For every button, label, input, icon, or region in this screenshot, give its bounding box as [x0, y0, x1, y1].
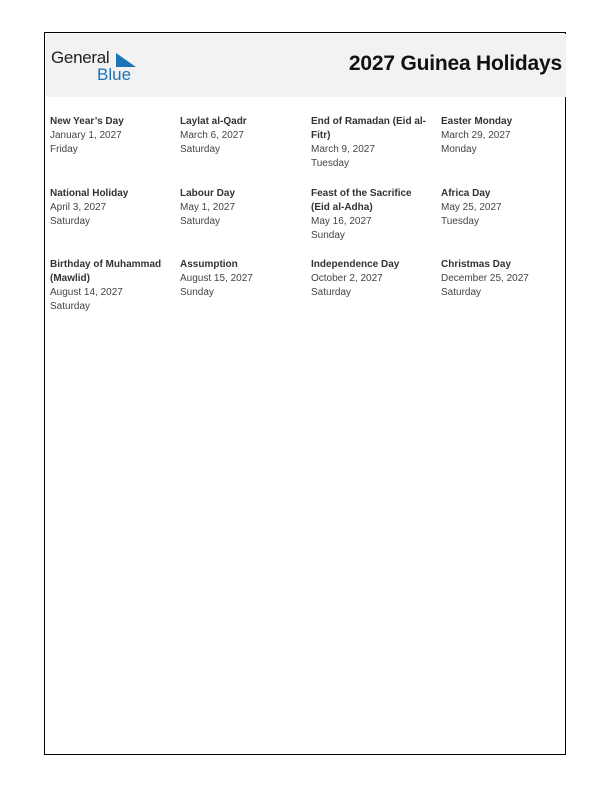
holiday-date: May 1, 2027 [180, 202, 236, 213]
holiday-weekday: Tuesday [441, 216, 479, 227]
holiday-date: May 16, 2027 [311, 216, 372, 227]
holiday-name: Feast of the Sacrifice (Eid al-Adha) [311, 188, 412, 213]
page-frame [44, 32, 566, 755]
holiday-weekday: Saturday [311, 287, 352, 298]
holiday-weekday: Friday [50, 144, 78, 155]
holiday-name: Christmas Day [441, 259, 512, 270]
holiday-item [50, 115, 172, 157]
holiday-name: Laylat al-Qadr [180, 116, 247, 127]
holiday-date: May 25, 2027 [441, 202, 502, 213]
holiday-date: January 1, 2027 [50, 130, 122, 141]
holiday-name: New Year’s Day [50, 116, 124, 127]
holiday-weekday: Saturday [50, 216, 91, 227]
holiday-date: March 6, 2027 [180, 130, 244, 141]
holiday-weekday: Saturday [180, 144, 221, 155]
holiday-item [50, 187, 172, 229]
logo-word-blue: Blue [97, 65, 132, 84]
holiday-name: Easter Monday [441, 116, 513, 127]
holiday-item [311, 258, 433, 300]
holiday-name: Independence Day [311, 259, 400, 270]
holiday-item [441, 258, 563, 300]
holiday-item [311, 187, 433, 243]
holiday-date: April 3, 2027 [50, 202, 107, 213]
logo-word-general: General [51, 48, 110, 67]
holiday-item [50, 258, 172, 314]
holiday-date: March 29, 2027 [441, 130, 511, 141]
holiday-date: August 14, 2027 [50, 287, 123, 298]
header [46, 34, 566, 97]
page-title: 2027 Guinea Holidays [348, 52, 562, 75]
holiday-name: Africa Day [441, 188, 491, 199]
holiday-weekday: Sunday [180, 287, 214, 298]
holiday-date: March 9, 2027 [311, 144, 375, 155]
holiday-item [180, 187, 302, 229]
holiday-weekday: Saturday [50, 301, 91, 312]
holiday-name: End of Ramadan (Eid al-Fitr) [311, 116, 427, 141]
generalblue-logo [51, 48, 141, 84]
holiday-date: October 2, 2027 [311, 273, 383, 284]
holiday-name: Assumption [180, 259, 238, 270]
holiday-date: August 15, 2027 [180, 273, 253, 284]
holiday-weekday: Tuesday [311, 158, 349, 169]
holiday-name: Labour Day [180, 188, 236, 199]
holiday-item [180, 258, 302, 300]
holiday-item [180, 115, 302, 157]
holiday-name: National Holiday [50, 188, 129, 199]
holiday-item [441, 115, 563, 157]
holiday-item [311, 115, 433, 171]
holiday-weekday: Saturday [180, 216, 221, 227]
holiday-weekday: Saturday [441, 287, 482, 298]
holiday-item [441, 187, 563, 229]
holiday-weekday: Sunday [311, 230, 345, 241]
holiday-name: Birthday of Muhammad (Mawlid) [50, 259, 162, 284]
holiday-weekday: Monday [441, 144, 477, 155]
holiday-date: December 25, 2027 [441, 273, 529, 284]
